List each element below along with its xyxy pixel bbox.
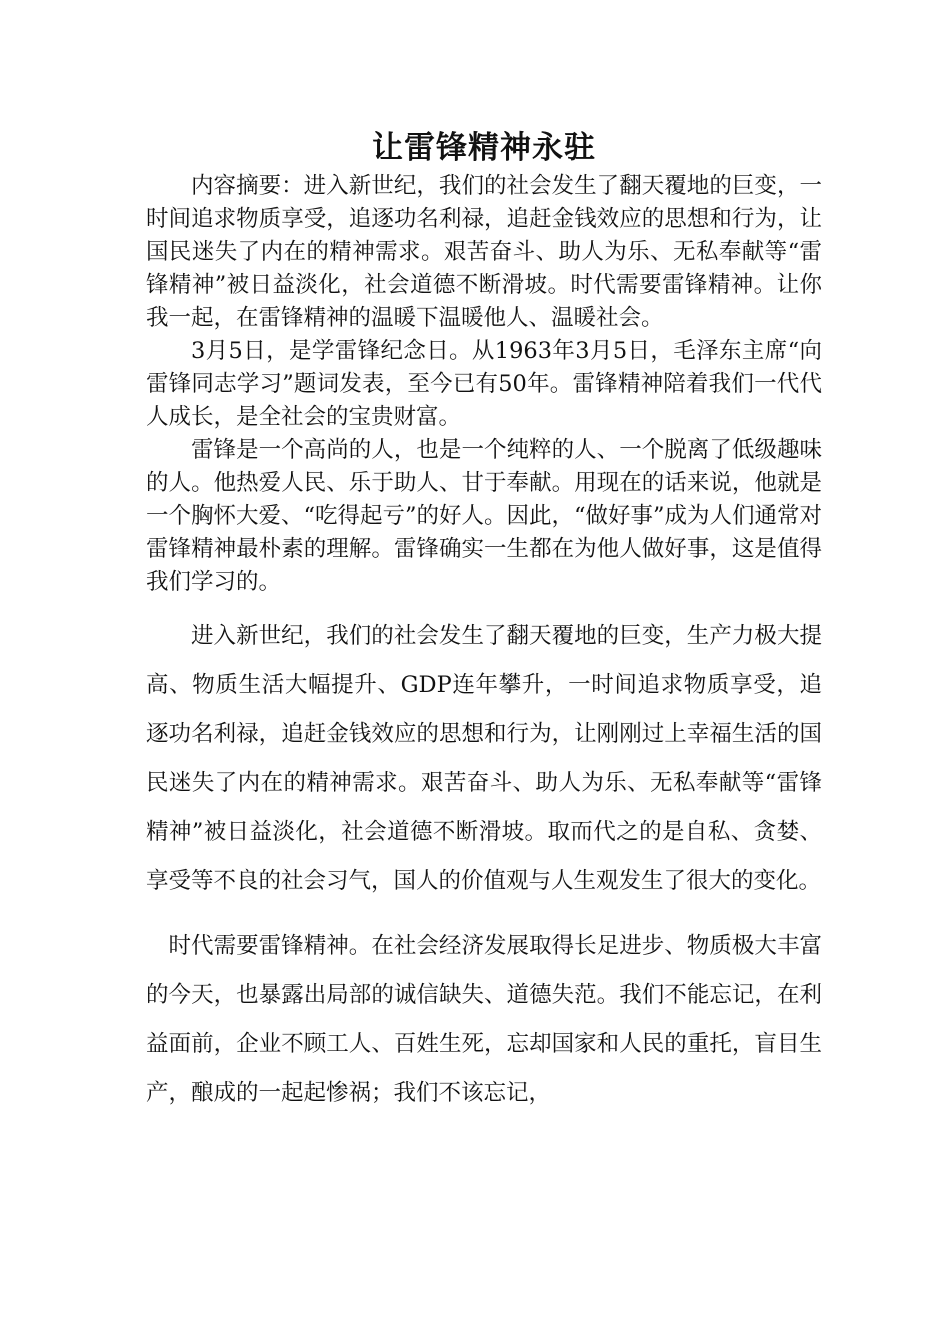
abstract-paragraph: 内容摘要：进入新世纪，我们的社会发生了翻天覆地的巨变，一时间追求物质享受，追逐功名利禄，追赶金钱效应的思想和行为，让国民迷失了内在的精神需求。艰苦奋斗、助人为乐、无私奉献等“雷锋精神”被日益淡化，社会道德不断滑坡。时代需要雷锋精神。让你我一起，在雷锋精神的温暖下温暖他人、温暖社会。 [146, 173, 822, 331]
body-paragraph-2: 雷锋是一个高尚的人，也是一个纯粹的人、一个脱离了低级趣味的人。他热爱人民、乐于助人、甘于奉献。用现在的话来说，他就是一个胸怀大爱、“吃得起亏”的好人。因此，“做好事”成为人们通常对雷锋精神最朴素的理解。雷锋确实一生都在为他人做好事，这是值得我们学习的。 [146, 437, 823, 595]
body-paragraph-1: 3月5日，是学雷锋纪念日。从1963年3月5日，毛泽东主席“向雷锋同志学习”题词发表，至今已有50年。雷锋精神陪着我们一代代人成长，是全社会的宝贵财富。 [146, 338, 822, 430]
document-title: 让雷锋精神永驻 [372, 130, 596, 166]
body-paragraph-3: 进入新世纪，我们的社会发生了翻天覆地的巨变，生产力极大提高、物质生活大幅提升、GDP连年攀升，一时间追求物质享受，追逐功名利禄，追赶金钱效应的思想和行为，让刚刚过上幸福生活的国民迷失了内在的精神需求。艰苦奋斗、助人为乐、无私奉献等“雷锋精神”被日益淡化，社会道德不断滑坡。取而代之的是自私、贪婪、享受等不良的社会习气，国人的价值观与人生观发生了很大的变化。 [146, 623, 822, 894]
document-page [146, 126, 822, 1118]
body-paragraph-4: 时代需要雷锋精神。在社会经济发展取得长足进步、物质极大丰富的今天，也暴露出局部的诚信缺失、道德失范。我们不能忘记，在利益面前，企业不顾工人、百姓生死，忘却国家和人民的重托，盲目生产，酿成的一起起惨祸；我们不该忘记， [146, 933, 822, 1106]
